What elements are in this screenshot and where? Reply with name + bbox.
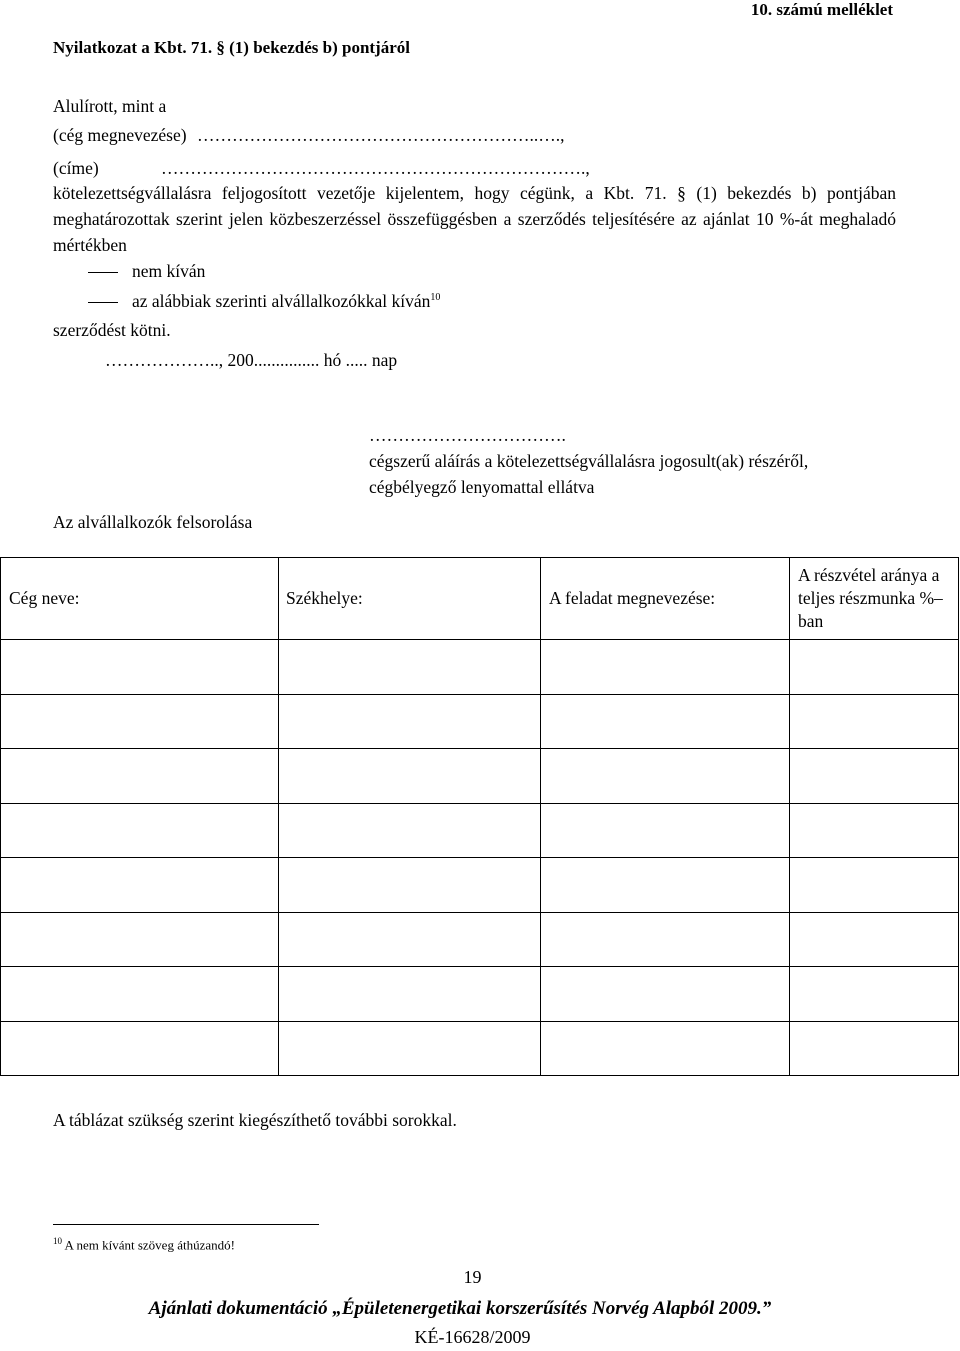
table-cell[interactable] [279,803,541,858]
header-seat: Székhelye: [279,558,541,640]
signature-caption-1: cégszerű aláírás a kötelezettségvállalásra jogosult(ak) részéről, [369,451,809,471]
footnote-ref: 10 [430,292,441,304]
table-cell[interactable] [541,749,790,804]
company-name-line [53,125,564,146]
footnote-number: 10 [53,1236,62,1246]
table-row [1,967,959,1022]
option-not-intend: nem kíván [132,261,206,281]
footer-reference: KÉ-16628/2009 [414,1327,531,1347]
address-line [53,158,590,179]
table-cell[interactable] [1,1021,279,1076]
table-cell[interactable] [790,640,959,695]
table-cell[interactable] [279,912,541,967]
footnote-text: A nem kívánt szöveg áthúzandó! [64,1237,235,1253]
table-cell[interactable] [790,1021,959,1076]
table-row [1,912,959,967]
table-cell[interactable] [1,694,279,749]
table-cell[interactable] [790,912,959,967]
table-cell[interactable] [541,803,790,858]
subcontractors-table [0,557,959,1076]
table-cell[interactable] [279,640,541,695]
address-field: ………………………………………………………………., [161,158,590,178]
table-cell[interactable] [1,803,279,858]
table-cell[interactable] [790,749,959,804]
header-share-percent: A részvétel aránya a teljes részmunka %–ban [790,558,959,640]
table-row [1,803,959,858]
table-header-row [1,558,959,640]
table-cell[interactable] [1,640,279,695]
footnote [53,1236,235,1253]
header-task-name: A feladat megnevezése: [541,558,790,640]
document-title: Nyilatkozat a Kbt. 71. § (1) bekezdés b) pontjáról [53,38,410,57]
table-cell[interactable] [1,912,279,967]
table-cell[interactable] [790,858,959,913]
table-cell[interactable] [279,749,541,804]
annex-label: 10. számú melléklet [750,0,893,19]
table-cell[interactable] [1,749,279,804]
table-cell[interactable] [541,912,790,967]
table-cell[interactable] [1,967,279,1022]
signature-caption-2: cégbélyegző lenyomattal ellátva [369,477,595,497]
table-cell[interactable] [279,694,541,749]
company-name-label: (cég megnevezése) [53,125,187,145]
declaration-paragraph: kötelezettségvállalásra feljogosított vezetője kijelentem, hogy cégünk, a Kbt. 71. § (1) bekezdés b) pontjában meghatározottak szerint jelen közbeszerzéssel összefüggésben a szerződés teljesítésére az ajánlat 10 %-át meghaladó mértékben [53,183,896,255]
option-dash-1 [88,272,118,273]
table-cell[interactable] [279,1021,541,1076]
footer-title: Ajánlati dokumentáció „Épületenergetikai korszerűsítés Norvég Alapból 2009.” [148,1298,772,1319]
table-note: A táblázat szükség szerint kiegészíthető további sorokkal. [53,1110,457,1130]
closing-line: szerződést kötni. [53,320,171,340]
option-intend-label: az alábbiak szerinti alvállalkozókkal kíván [132,291,431,311]
table-row [1,858,959,913]
table-cell[interactable] [541,967,790,1022]
address-label: (címe) [53,158,99,178]
table-cell[interactable] [541,858,790,913]
table-cell[interactable] [541,1021,790,1076]
intro-line: Alulírott, mint a [53,96,167,116]
table-row [1,694,959,749]
date-line: ……………….., 200............... hó ..... nap [105,350,398,370]
table-cell[interactable] [790,694,959,749]
option-dash-2 [88,302,118,303]
table-row [1,1021,959,1076]
table-row [1,640,959,695]
table-cell[interactable] [279,858,541,913]
company-name-field: …………………………………………………..…., [196,125,565,145]
option-intend [132,291,440,312]
table-row [1,749,959,804]
table-cell[interactable] [1,858,279,913]
table-cell[interactable] [790,803,959,858]
header-company-name: Cég neve: [1,558,279,640]
subcontractors-heading: Az alvállalkozók felsorolása [53,512,253,532]
page-number: 19 [463,1267,482,1287]
table-cell[interactable] [790,967,959,1022]
table-cell[interactable] [541,640,790,695]
signature-block [369,422,896,500]
signature-dots: ……………………………. [369,425,566,445]
footnote-separator [53,1224,319,1225]
table-cell[interactable] [541,694,790,749]
table-cell[interactable] [279,967,541,1022]
